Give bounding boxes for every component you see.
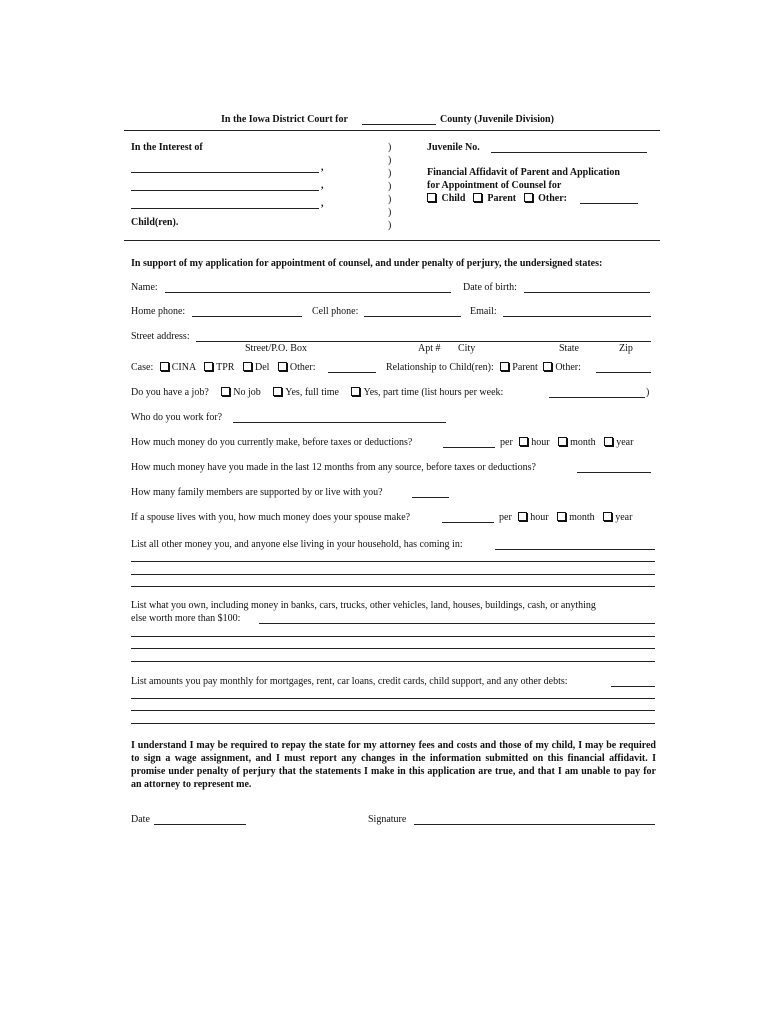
hours-per-week-field[interactable]	[549, 397, 645, 398]
caption-paren: )	[388, 220, 392, 231]
form-title-line1: Financial Affidavit of Parent and Application	[427, 167, 620, 178]
home-phone-label: Home phone:	[131, 306, 186, 317]
name-field[interactable]	[165, 292, 451, 293]
court-suffix: County (Juvenile Division)	[440, 114, 554, 125]
intro-statement: In support of my application for appointment of counsel, and under penalty of perjury, the undersigned states:	[131, 258, 603, 269]
signature-field[interactable]	[414, 824, 655, 825]
tpr-label: TPR	[216, 362, 235, 373]
comma: ,	[321, 198, 324, 209]
tpr-checkbox[interactable]	[204, 362, 213, 371]
del-checkbox[interactable]	[243, 362, 252, 371]
caption-paren: )	[388, 181, 392, 192]
child-name-field-1[interactable]	[131, 172, 319, 173]
assets-line[interactable]	[131, 636, 655, 637]
dob-label: Date of birth:	[463, 282, 517, 293]
home-phone-field[interactable]	[192, 316, 302, 317]
other-money-line[interactable]	[131, 561, 655, 562]
case-other-field[interactable]	[328, 372, 376, 373]
signature-label: Signature	[368, 814, 407, 825]
income-12mo-question: How much money have you made in the last 12 months from any source, before taxes or deductions?	[131, 462, 536, 473]
job-row	[131, 387, 503, 398]
state-sublabel: State	[559, 343, 579, 354]
rel-other-label: Other:	[555, 362, 581, 373]
caption-paren: )	[388, 142, 392, 153]
part-time-checkbox[interactable]	[351, 387, 360, 396]
assets-question-line1: List what you own, including money in banks, cars, trucks, other vehicles, land, houses, buildings, cash, or anything	[131, 600, 596, 611]
cina-label: CINA	[171, 362, 196, 373]
other-money-line[interactable]	[131, 574, 655, 575]
appointment-options	[427, 193, 567, 204]
assets-line[interactable]	[131, 648, 655, 649]
rel-parent-label: Parent	[512, 362, 538, 373]
comma: ,	[321, 180, 324, 191]
caption-paren: )	[388, 155, 392, 166]
case-label: Case:	[131, 362, 154, 373]
income-period-options	[500, 437, 633, 448]
rel-other-field[interactable]	[596, 372, 651, 373]
hour-label: hour	[530, 512, 549, 523]
case-row	[131, 362, 315, 373]
child-name-field-3[interactable]	[131, 208, 319, 209]
full-time-checkbox[interactable]	[273, 387, 282, 396]
cina-checkbox[interactable]	[160, 362, 169, 371]
monthly-payments-question: List amounts you pay monthly for mortgages, rent, car loans, credit cards, child support, and any other debts:	[131, 676, 568, 687]
spouse-month-checkbox[interactable]	[557, 512, 566, 521]
hour-label: hour	[531, 437, 550, 448]
children-label: Child(ren).	[131, 217, 179, 228]
month-label: month	[570, 437, 596, 448]
court-prefix: In the Iowa District Court for	[221, 114, 348, 125]
rel-other-checkbox[interactable]	[543, 362, 552, 371]
family-question: How many family members are supported by or live with you?	[131, 487, 383, 498]
assets-field[interactable]	[259, 623, 655, 624]
name-label: Name:	[131, 282, 158, 293]
street-address-field[interactable]	[196, 341, 651, 342]
income-12mo-field[interactable]	[577, 472, 651, 473]
zip-sublabel: Zip	[619, 343, 633, 354]
income-month-checkbox[interactable]	[558, 437, 567, 446]
date-field[interactable]	[154, 824, 246, 825]
part-time-label: Yes, part time (list hours per week:	[363, 387, 504, 398]
caption-paren: )	[388, 207, 392, 218]
parent-option-label: Parent	[487, 193, 517, 204]
spouse-year-checkbox[interactable]	[603, 512, 612, 521]
parent-checkbox[interactable]	[473, 193, 482, 202]
income-question: How much money do you currently make, before taxes or deductions?	[131, 437, 413, 448]
form-title-line2: for Appointment of Counsel for	[427, 180, 562, 191]
juvenile-no-label: Juvenile No.	[427, 142, 480, 153]
income-year-checkbox[interactable]	[604, 437, 613, 446]
job-close-paren: )	[646, 387, 650, 398]
no-job-label: No job	[233, 387, 261, 398]
other-checkbox[interactable]	[524, 193, 533, 202]
cell-phone-label: Cell phone:	[312, 306, 359, 317]
comma: ,	[321, 162, 324, 173]
email-label: Email:	[470, 306, 497, 317]
street-sublabel: Street/P.O. Box	[245, 343, 307, 354]
relationship-row	[386, 362, 581, 373]
interest-of-label: In the Interest of	[131, 142, 203, 153]
monthly-payments-line[interactable]	[131, 710, 655, 711]
per-label: per	[499, 512, 512, 523]
child-option-label: Child	[441, 193, 466, 204]
employer-field[interactable]	[233, 422, 446, 423]
employer-question: Who do you work for?	[131, 412, 223, 423]
case-other-label: Other:	[289, 362, 316, 373]
monthly-payments-line[interactable]	[131, 723, 655, 724]
no-job-checkbox[interactable]	[221, 387, 230, 396]
spouse-income-question: If a spouse lives with you, how much money does your spouse make?	[131, 512, 411, 523]
per-label: per	[500, 437, 513, 448]
assets-line[interactable]	[131, 661, 655, 662]
dob-field[interactable]	[524, 292, 650, 293]
assets-question-line2: else worth more than $100:	[131, 613, 241, 624]
family-count-field[interactable]	[412, 497, 449, 498]
del-label: Del	[254, 362, 270, 373]
spouse-period-options	[499, 512, 632, 523]
header-divider	[124, 130, 660, 131]
monthly-payments-field[interactable]	[611, 686, 655, 687]
county-field[interactable]	[362, 124, 436, 125]
rel-parent-checkbox[interactable]	[500, 362, 509, 371]
city-sublabel: City	[458, 343, 476, 354]
caption-paren: )	[388, 168, 392, 179]
relationship-label: Relationship to Child(ren):	[386, 362, 494, 373]
child-checkbox[interactable]	[427, 193, 436, 202]
year-label: year	[615, 512, 633, 523]
income-field[interactable]	[443, 447, 495, 448]
job-question: Do you have a job?	[131, 387, 209, 398]
caption-divider	[124, 240, 660, 241]
case-other-checkbox[interactable]	[278, 362, 287, 371]
year-label: year	[616, 437, 634, 448]
other-option-label: Other:	[538, 193, 567, 204]
caption-paren: )	[388, 194, 392, 205]
other-money-line[interactable]	[131, 586, 655, 587]
perjury-statement: I understand I may be required to repay the state for my attorney fees and costs and those of my child, I may be required to sign a wage assignment, and I must report any changes in the information submitted on this financial affidavit. I promise under penalty of perjury that the statements I make in this application are true, and that I am unable to pay for an attorney to represent me.	[131, 740, 656, 790]
other-money-field[interactable]	[495, 549, 655, 550]
street-address-label: Street address:	[131, 331, 190, 342]
apt-sublabel: Apt #	[418, 343, 441, 354]
other-money-question: List all other money you, and anyone else living in your household, has coming in:	[131, 539, 463, 550]
juvenile-no-field[interactable]	[491, 152, 647, 153]
income-hour-checkbox[interactable]	[519, 437, 528, 446]
date-label: Date	[131, 814, 150, 825]
spouse-hour-checkbox[interactable]	[518, 512, 527, 521]
other-appointment-field[interactable]	[580, 203, 638, 204]
child-name-field-2[interactable]	[131, 190, 319, 191]
email-field[interactable]	[503, 316, 651, 317]
cell-phone-field[interactable]	[364, 316, 461, 317]
full-time-label: Yes, full time	[285, 387, 339, 398]
spouse-income-field[interactable]	[442, 522, 494, 523]
monthly-payments-line[interactable]	[131, 698, 655, 699]
month-label: month	[569, 512, 595, 523]
